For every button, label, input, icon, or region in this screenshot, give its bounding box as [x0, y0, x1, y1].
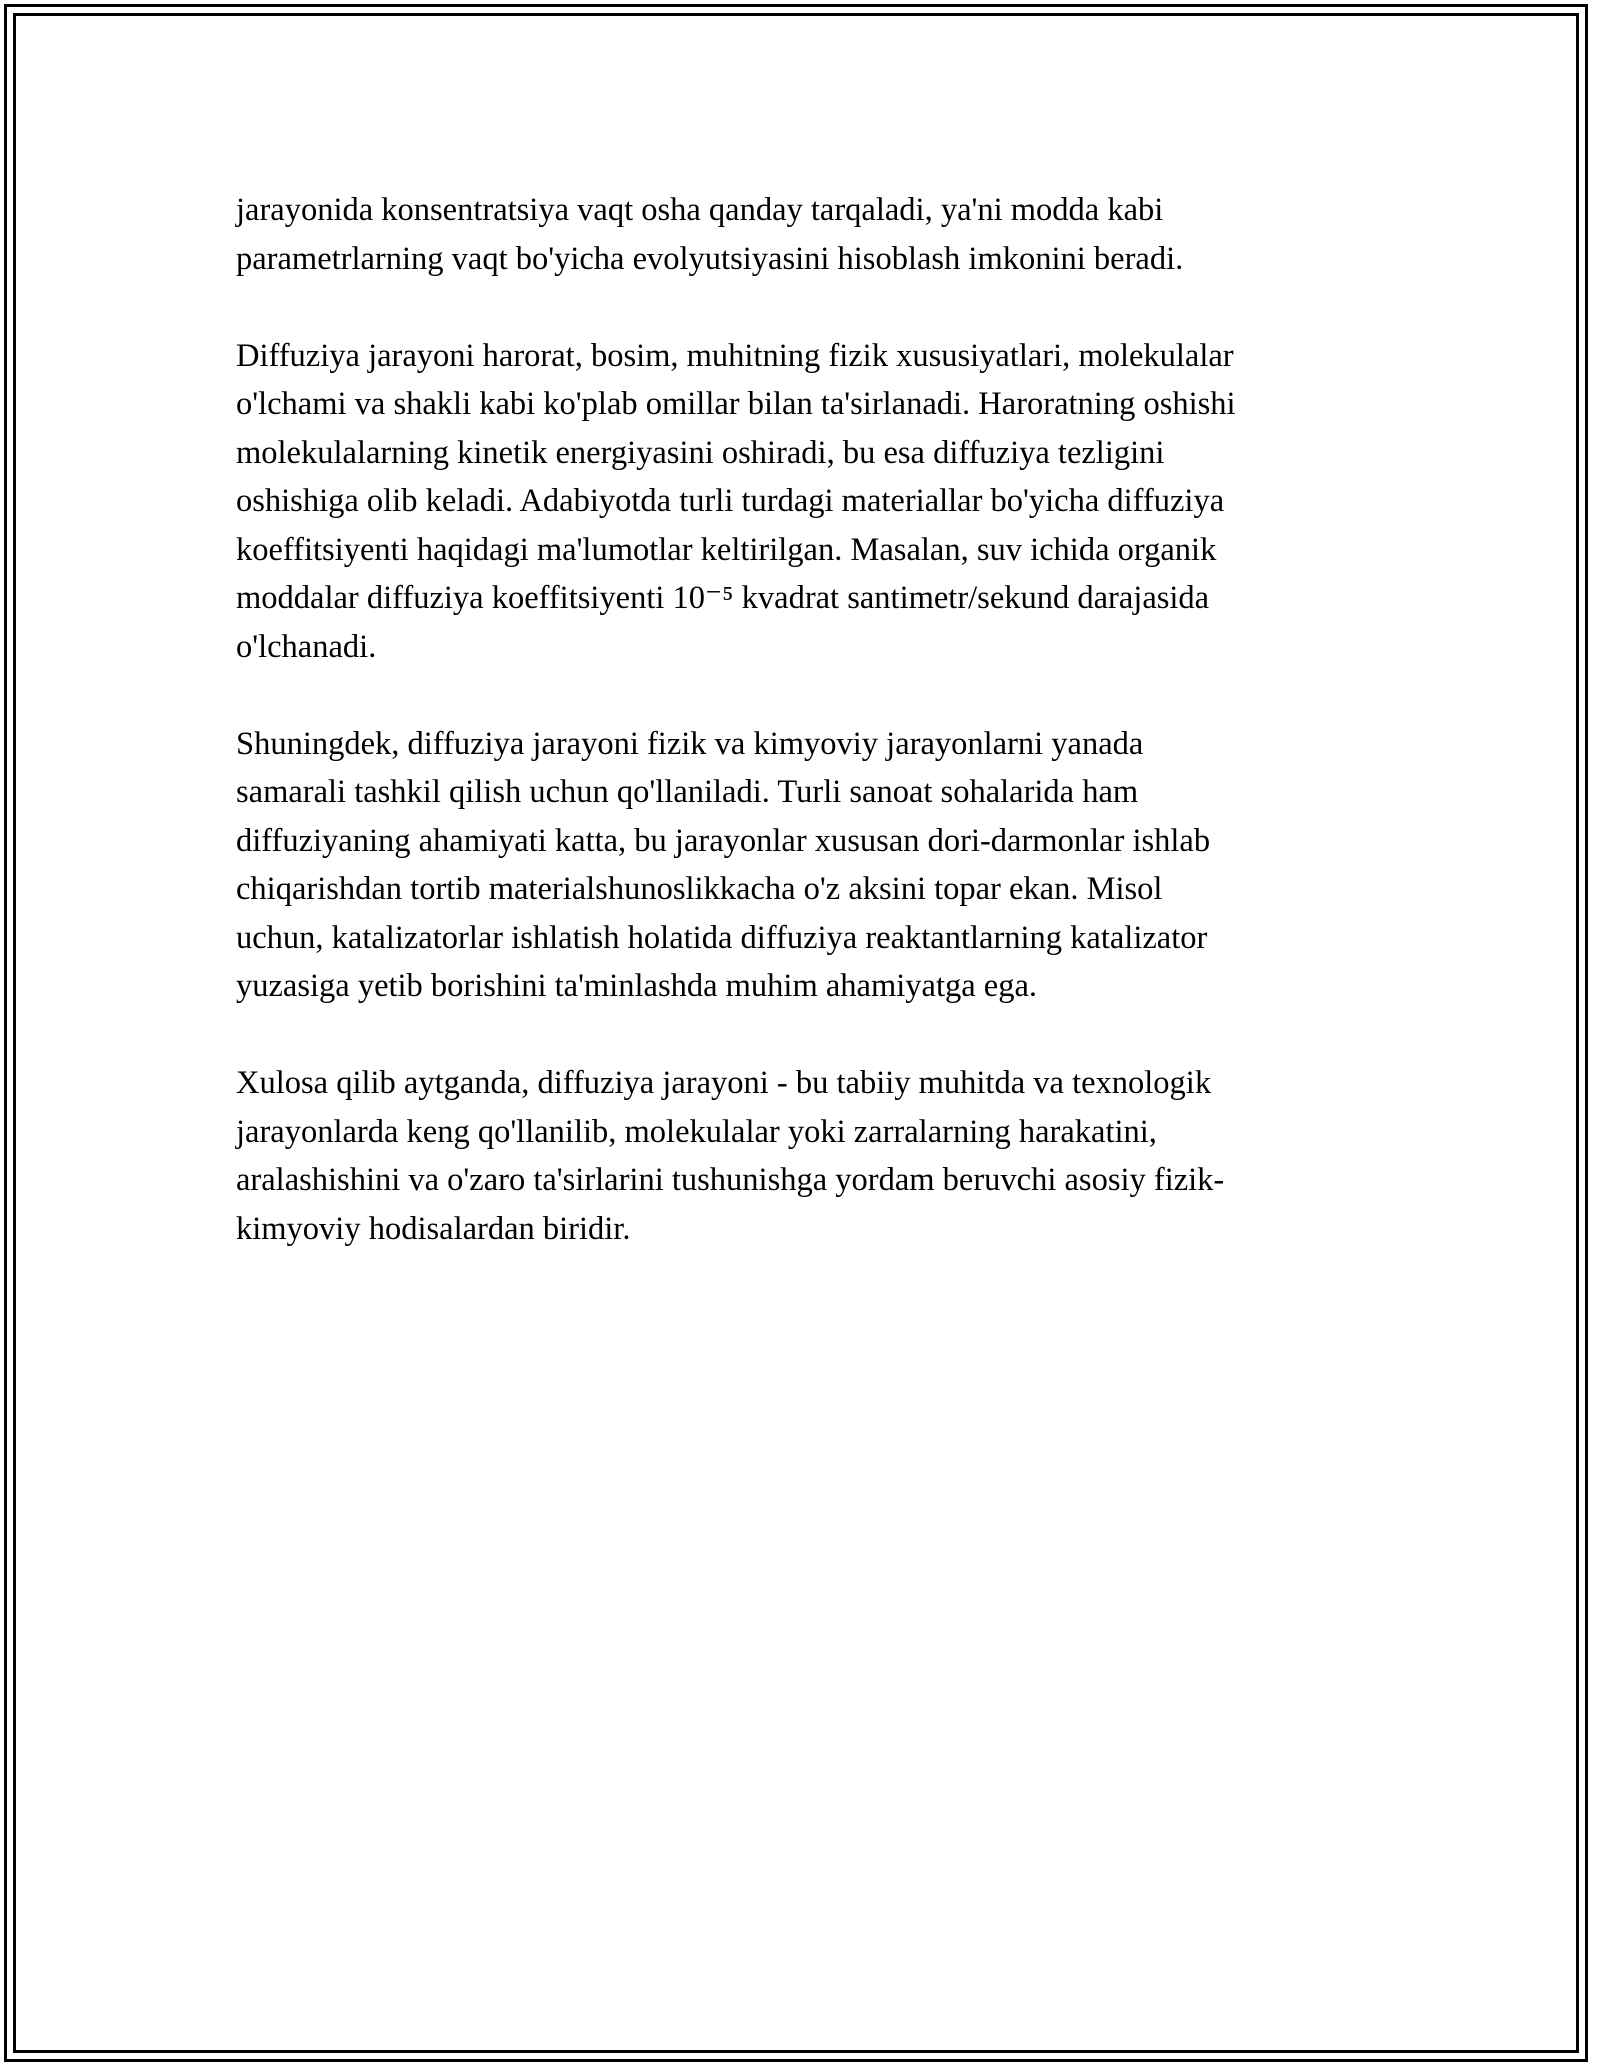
paragraph-1: jarayonida konsentratsiya vaqt osha qanday tarqaladi, ya'ni modda kabi parametrlarning vaqt bo'yicha evolyutsiyasini hisoblash imkonini beradi. [236, 192, 1184, 277]
paragraph-4: Xulosa qilib aytganda, diffuziya jarayoni - bu tabiiy muhitda va texnologik jarayonlarda keng qo'llanilib, molekulalar yoki zarralarning harakatini, aralashishini va o'zaro ta'sirlarini tushunishga yordam beruvchi asosiy fizik- kimyoviy hodisalardan biridir. [236, 1065, 1225, 1247]
document-body [236, 186, 1386, 1253]
paragraph-3: Shuningdek, diffuziya jarayoni fizik va kimyoviy jarayonlarni yanada samarali tashkil qilish uchun qo'llaniladi. Turli sanoat sohalarida ham diffuziyaning ahamiyati katta, bu jarayonlar xususan dori-darmonlar ishlab chiqarishdan tortib materialshunoslikkacha o'z aksini topar ekan. Misol uchun, katalizatorlar ishlatish holatida diffuziya reaktantlarning katalizator yuzasiga yetib borishini ta'minlashda muhim ahamiyatga ega. [236, 725, 1211, 1004]
paragraph-2: Diffuziya jarayoni harorat, bosim, muhitning fizik xususiyatlari, molekulalar o'lchami va shakli kabi ko'plab omillar bilan ta'sirlanadi. Haroratning oshishi molekulalarning kinetik energiyasini oshiradi, bu esa diffuziya tezligini oshishiga olib keladi. Adabiyotda turli turdagi materiallar bo'yicha diffuziya koeffitsiyenti haqidagi ma'lumotlar keltirilgan. Masalan, suv ichida organik moddalar diffuziya koeffitsiyenti 10⁻⁵ kvadrat santimetr/sekund darajasida o'lchanadi. [236, 337, 1236, 665]
